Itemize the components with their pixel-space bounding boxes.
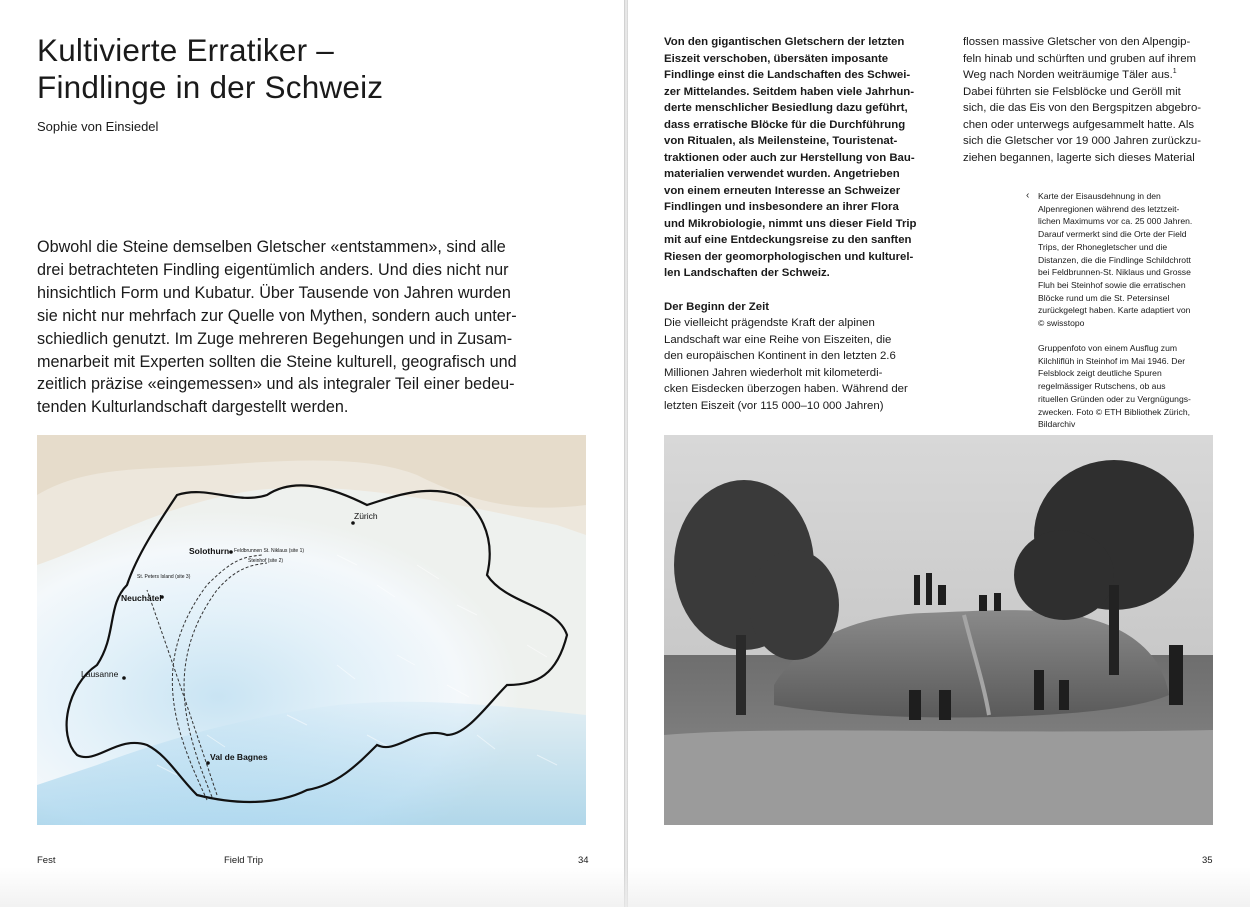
intro-line: Von den gigantischen Gletschern der letzten	[664, 36, 905, 48]
caption-line: Darauf vermerkt sind die Orte der Field	[1038, 229, 1187, 240]
intro-line: von Ritualen, als Meilensteine, Touristenat-	[664, 135, 898, 147]
intro-line: und Mikrobiologie, nimmt uns dieser Field Trip	[664, 217, 917, 230]
lead-line: zeitlich präzise «eingemessen» und als integraler Teil einer bedeu-	[37, 375, 515, 394]
author-name: Sophie von Einsiedel	[37, 119, 159, 134]
intro-line: traktionen oder auch zur Herstellung von Bau-	[664, 151, 915, 164]
lead-line: sie nicht nur mehrfach zur Quelle von Mythen, sondern auch unter-	[37, 306, 517, 325]
steinhof-label: Steinhof (site 2)	[248, 558, 284, 564]
intro-line: mit auf eine Entdeckungsreise zu den sanften	[664, 234, 912, 246]
intro-line: dass erratische Blöcke für die Durchführung	[664, 118, 906, 131]
article-title	[37, 32, 537, 106]
neuchatel-label: Neuchâtel	[121, 593, 162, 603]
section-heading: Der Beginn der Zeit	[664, 301, 770, 313]
solothurn-label: Solothurn	[189, 546, 230, 556]
lausanne-label: Lausanne	[81, 669, 119, 679]
body-line: Landschaft war eine Reihe von Eiszeiten, die	[664, 333, 892, 346]
intro-line: Riesen der geomorphologischen und kulturel-	[664, 250, 914, 263]
feldbrunnen-label: Feldbrunnen St. Niklaus (site 1)	[234, 548, 305, 554]
title-line: Findlinge in der Schweiz	[37, 69, 384, 105]
body-paragraph	[664, 315, 926, 414]
intro-line: Findlinge einst die Landschaften des Schwei-	[664, 69, 911, 81]
map-caption	[1038, 190, 1228, 330]
caption-line: regelmässiger Rutschens, ob aus	[1038, 381, 1166, 392]
lead-line: Obwohl die Steine demselben Gletscher «entstammen», sind alle	[37, 238, 506, 256]
caption-line: Felsblock zeigt deutliche Spuren	[1038, 368, 1162, 379]
intro-line: len Landschaften der Schweiz.	[664, 267, 830, 279]
right-page	[628, 0, 1250, 907]
caption-line: Karte der Eisausdehnung in den	[1038, 191, 1161, 201]
intro-paragraph	[664, 34, 926, 282]
intro-line: zer Mittelandes. Seitdem haben viele Jahrhun-	[664, 85, 915, 98]
body-line: flossen massive Gletscher von den Alpengip-	[963, 36, 1191, 48]
body-line: chen oder unterwegs aufgesammelt hatte. Als	[963, 118, 1195, 131]
lead-line: tenden Kulturlandschaft dargestellt werden.	[37, 398, 349, 417]
body-line: Millionen Jahren wiederholt mit kilometerdi-	[664, 366, 883, 379]
caption-line: lichen Maximums vor ca. 25 000 Jahren.	[1038, 216, 1193, 227]
lead-paragraph	[37, 236, 572, 419]
caption-line: Blöcke rund um die St. Petersinsel	[1038, 292, 1170, 303]
lead-line: menarbeit mit Experten sollten die Steine kulturell, geografisch und	[37, 352, 517, 371]
caption-pointer-icon: ‹	[1026, 190, 1030, 201]
lausanne-dot	[122, 676, 126, 680]
val-de-bagnes-label: Val de Bagnes	[210, 752, 268, 762]
glacier-map	[37, 435, 586, 825]
body-line: ziehen begannen, lagerte sich dieses Material	[963, 151, 1195, 164]
caption-line: Distanzen, die die Findlinge Schildchrott	[1038, 254, 1191, 265]
photo-field	[664, 730, 1213, 825]
caption-line: © swisstopo	[1038, 318, 1085, 329]
body-line: sich, die das Eis von den Bergspitzen abgebro-	[963, 102, 1202, 114]
caption-line: Bildarchiv	[1038, 419, 1076, 430]
footer-publication: Fest	[37, 855, 56, 866]
body-line: sich die Gletscher vor 19 000 Jahren zurückzu-	[963, 135, 1202, 147]
solothurn-dot	[229, 550, 233, 554]
body-line: Dabei führten sie Felsblöcke und Geröll mit	[963, 85, 1181, 98]
body-paragraph-column-2	[963, 34, 1223, 166]
lead-line: schiedlich genutzt. Im Zuge mehreren Begehungen und in Zusam-	[37, 329, 513, 348]
intro-line: von einem erneuten Interesse an Schweizer	[664, 184, 901, 197]
body-line-text: Weg nach Norden weiträumige Täler aus.	[963, 69, 1173, 81]
lead-line: hinsichtlich Form und Kubatur. Über Tausende von Jahren wurden	[37, 283, 511, 302]
historic-group-photo	[664, 435, 1213, 825]
st-peters-island-label: St. Peters Island (site 3)	[137, 574, 191, 580]
caption-line: bei Feldbrunnen-St. Niklaus und Grosse	[1038, 267, 1191, 278]
page-number-right: 35	[1202, 855, 1213, 866]
footer-section: Field Trip	[224, 855, 264, 866]
caption-line: Gruppenfoto von einem Ausflug zum	[1038, 343, 1178, 353]
caption-line: zwecken. Foto © ETH Bibliothek Zürich,	[1038, 406, 1191, 417]
title-line: Kultivierte Erratiker –	[37, 32, 334, 68]
caption-line: Alpenregionen während des letztzeit-	[1038, 203, 1180, 214]
intro-line: derte menschlicher Besiedlung dazu geführt,	[664, 102, 908, 114]
caption-line: Kilchliflüh in Steinhof im Mai 1946. Der	[1038, 355, 1186, 366]
intro-line: materialien verwendet wurden. Angetrieben	[664, 168, 900, 180]
lead-line: drei betrachteten Findling eigentümlich anders. Und dies nicht nur	[37, 260, 509, 279]
caption-line: Fluh bei Steinhof sowie die erratischen	[1038, 279, 1186, 290]
page-number-left: 34	[578, 855, 589, 866]
body-line: den europäischen Kontinent in den letzten 2.6	[664, 350, 896, 362]
body-line: cken Eisdecken überzogen haben. Während der	[664, 383, 908, 395]
caption-line: Trips, der Rhonegletscher und die	[1038, 241, 1168, 252]
zurich-dot	[351, 521, 355, 525]
zurich-label: Zürich	[354, 511, 378, 521]
photo-caption	[1038, 342, 1228, 431]
intro-line: Findlingen und insbesondere an ihrer Flora	[664, 201, 899, 213]
footnote-marker: 1	[1172, 68, 1177, 76]
body-line: Die vielleicht prägendste Kraft der alpinen	[664, 317, 875, 329]
caption-line: rituellen Gründen oder zu Vergnügungs-	[1038, 393, 1191, 404]
intro-line: Eiszeit verschoben, übersäten imposante	[664, 52, 889, 65]
body-line: feln hinab und schürften und gruben auf ihrem	[963, 52, 1197, 65]
body-line: letzten Eiszeit (vor 115 000–10 000 Jahren)	[664, 399, 884, 412]
body-line	[963, 67, 1223, 84]
left-page	[0, 0, 624, 907]
caption-line: zurückgelegt haben. Karte adaptiert von	[1038, 305, 1191, 316]
